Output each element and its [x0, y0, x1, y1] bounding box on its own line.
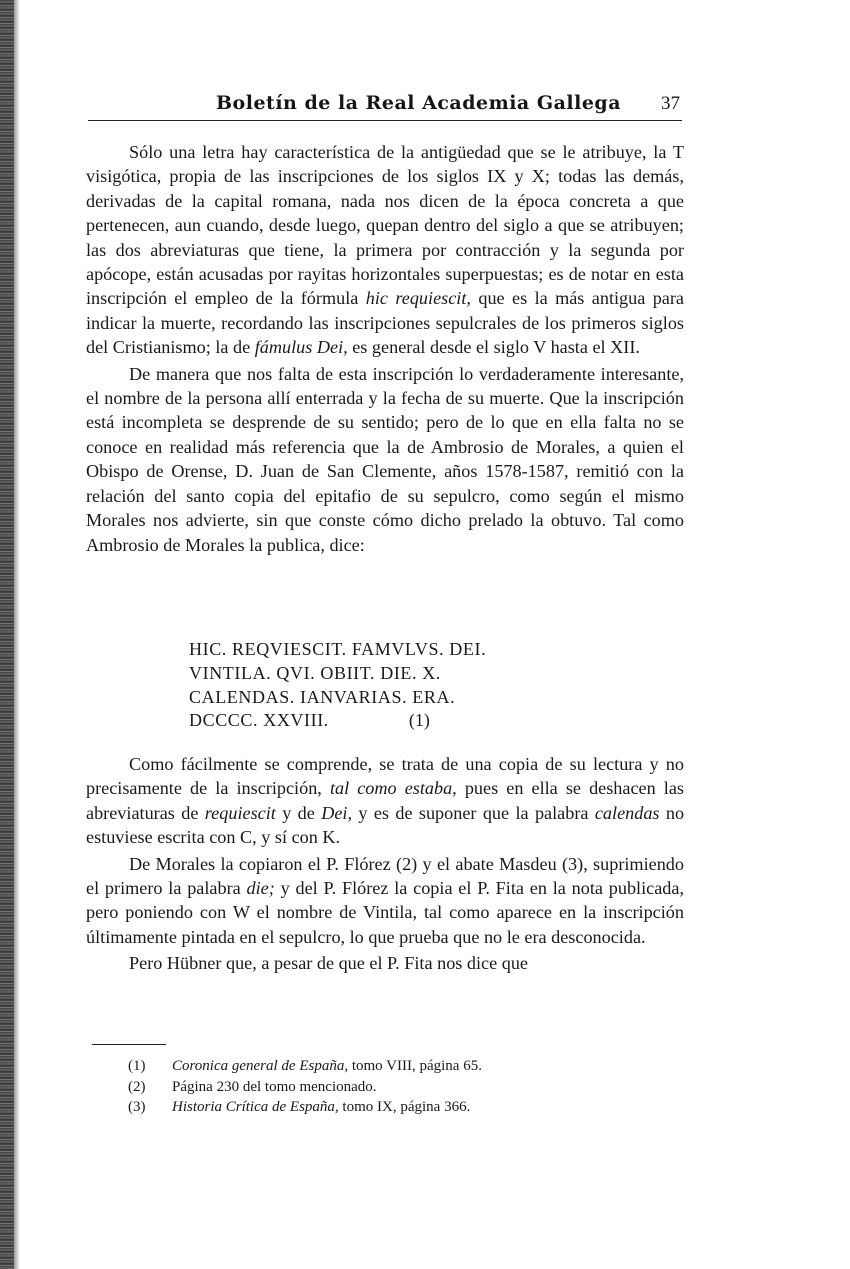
running-header [88, 88, 682, 121]
paragraph-5: Pero Hübner que, a pesar de que el P. Fita nos dice que [129, 953, 529, 974]
inscription-line: HIC. REQVIESCIT. FAMVLVS. DEI. [189, 639, 487, 659]
scan-edge [0, 0, 14, 1269]
footnote: (2) Página 230 del tomo mencionado. [128, 1078, 377, 1095]
body-text-bottom [86, 752, 684, 976]
footnote-ref: (1) [408, 710, 430, 731]
paragraph-3: Como fácilmente se comprende, se trata de una copia de su lectura y no precisamente de la inscripción, tal como estaba, pues en ella se deshacen las abreviaturas de requiescit y de Dei, y es de suponer que la palabra calendas no estuviese escrita con C, y sí con K. [86, 754, 685, 848]
inscription-block [189, 638, 609, 733]
inscription-line: DCCCC. XXVIII. (1) [189, 710, 430, 731]
inscription-line: VINTILA. QVI. OBIIT. DIE. X. [189, 662, 441, 683]
footnote: (3) Historia Crítica de España, tomo IX, página 366. [128, 1099, 471, 1115]
inscription-line: CALENDAS. IANVARIAS. ERA. [189, 686, 456, 707]
paragraph-1: Sólo una letra hay característica de la antigüedad que se le atribuye, la T visigótica, propia de las inscripciones de los siglos IX y X; todas las demás, derivadas de la capital romana, nada nos dicen de la época concreta a que pertenecen, aun cuando, desde luego, quepan dentro del siglo a que se atribuyen; las dos abreviaturas que tiene, la primera por contracción y la segunda por apócope, están acusadas por rayitas horizontales superpuestas; es de notar en esta inscripción el empleo de la fórmula hic requiescit, que es la más antigua para indicar la muerte, recordando las inscripciones sepulcrales de los primeros siglos del Cristianismo; la de fámulus Dei, es general desde el siglo V hasta el XII. [86, 142, 685, 358]
footnote-rule [92, 1044, 166, 1045]
footnotes [128, 1056, 648, 1118]
page-number: 37 [661, 93, 680, 114]
journal-title: Boletín de la Real Academia Gallega [216, 92, 622, 114]
paragraph-2: De manera que nos falta de esta inscripción lo verdaderamente interesante, el nombre de la persona allí enterrada y la fecha de su muerte. Que la inscripción está incompleta se desprende de su sentido; pero de lo que en ella falta no se conoce en realidad más referencia que la de Ambrosio de Morales, a quien el Obispo de Orense, D. Juan de San Clemente, años 1578-1587, remitió con la relación del santo copia del epitafio de su sepulcro, como según el mismo Morales nos advierte, sin que conste cómo dicho prelado la obtuvo. Tal como Ambrosio de Morales la publica, dice: [86, 363, 684, 555]
footnote: (1) Coronica general de España, tomo VIII, página 65. [128, 1058, 482, 1074]
paragraph-4: De Morales la copiaron el P. Flórez (2) y el abate Masdeu (3), suprimiendo el primero la palabra die; y del P. Flórez la copia el P. Fita en la nota publicada, pero poniendo con W el nombre de Vintila, tal como aparece en la inscripción últimamente pintada en el sepulcro, lo que prueba que no le era desconocida. [86, 853, 684, 947]
body-text-top [86, 140, 684, 557]
scan-edge-shadow [14, 0, 20, 1269]
